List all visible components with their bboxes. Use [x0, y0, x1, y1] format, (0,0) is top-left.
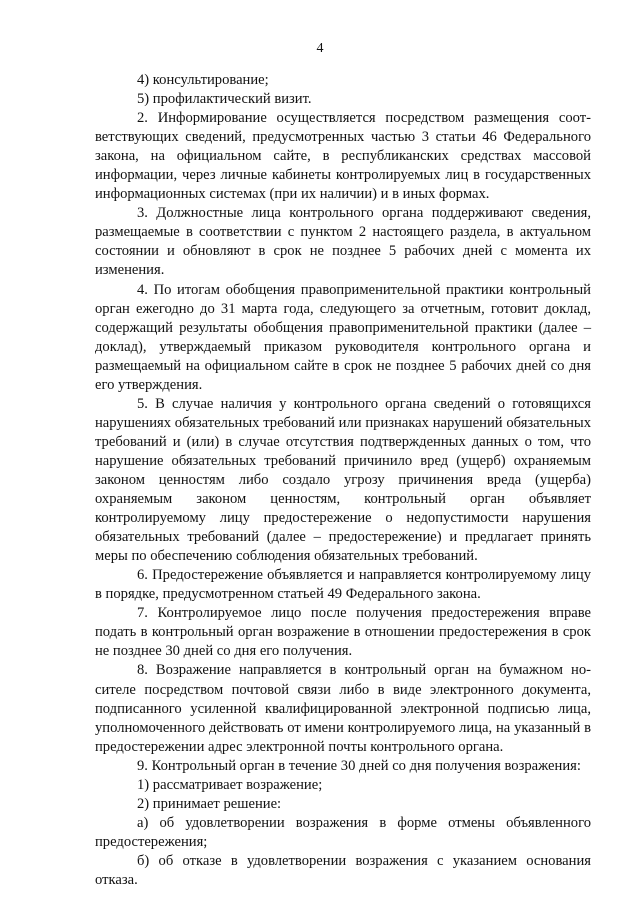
list-item-consulting: 4) консультирование;: [137, 72, 269, 88]
paragraph-9-objection-review: 9. Контрольный орган в течение 30 дней со дня получения возражения:: [137, 757, 581, 774]
paragraph-5-warning: 5. В случае наличия у контрольного органа сведений о готовящихся нарушениях обязательных требований или признаках нарушений обязательных требований и (или) в случае отсутствия подтвержденных данных о том, что нарушение обязательных требований причинило вред (ущерб) охраняемым законом ценностям либо создало угрозу причинения вреда (ущерба) охраняемым законом ценностям, контрольный орган объявляет контролируемому лицу предостережение о недопустимости нарушения обязательных требований (далее – предостережение) и предлагает принять меры по обеспечению соблюдения обязательных требований.: [95, 395, 591, 565]
list-item-make-decision: 2) принимает решение:: [137, 795, 282, 812]
list-item-refuse-objection: б) об отказе в удовлетворении возражения с указанием основания отказа.: [95, 852, 591, 888]
list-item-review-objection: 1) рассматривает возражение;: [137, 776, 323, 793]
paragraph-4-report: 4. По итогам обобщения правоприменительной практики контрольный орган ежегодно до 31 марта года, следующего за отчетным, готовит доклад, содержащий результаты обобщения правоприменительной практики (далее – доклад), утверждаемый приказом руководителя контрольного органа и размещаемый на официальном сайте в срок не позднее 5 рабочих дней со дня его утверждения.: [95, 281, 591, 393]
paragraph-8-objection-delivery: 8. Возражение направляется в контрольный орган на бумажном носителе посредством почтовой связи либо в виде электронного документа, подписанного усиленной квалифицированной электронной подписью лица, уполномоченного действовать от имени контролируемого лица, на указанный в предостережении адрес электронной почты контрольного органа.: [95, 662, 591, 755]
paragraph-2-informing: 2. Информирование осуществляется посредством размещения соответствующих сведений, предусмотренных частью 3 статьи 46 Федерального закона, на официальном сайте, в республиканских средствах массовой информации, через личные кабинеты контролируемых лиц в государственных информационных системах (при их наличии) и в иных формах.: [95, 110, 591, 203]
paragraph-7-objection-right: 7. Контролируемое лицо после получения предостережения вправе подать в контрольный орган возражение в отношении предостережения в срок не позднее 30 дней со дня его получения.: [95, 605, 591, 660]
paragraph-3-officials: 3. Должностные лица контрольного органа поддерживают сведения, размещаемые в соответствии с пунктом 2 настоящего раздела, в актуальном состоянии и обновляют в срок не позднее 5 рабочих дней с момента их изменения.: [95, 205, 591, 279]
paragraph-6-warning-delivery: 6. Предостережение объявляется и направляется контролируемому лицу в порядке, предусмотренном статьей 49 Федерального закона.: [95, 567, 591, 603]
document-body: [95, 71, 591, 890]
page-number: 4: [316, 41, 324, 56]
list-item-satisfy-objection: а) об удовлетворении возражения в форме отмены объявленного предостережения;: [95, 814, 591, 850]
list-item-preventive-visit: 5) профилактический визит.: [137, 91, 312, 108]
